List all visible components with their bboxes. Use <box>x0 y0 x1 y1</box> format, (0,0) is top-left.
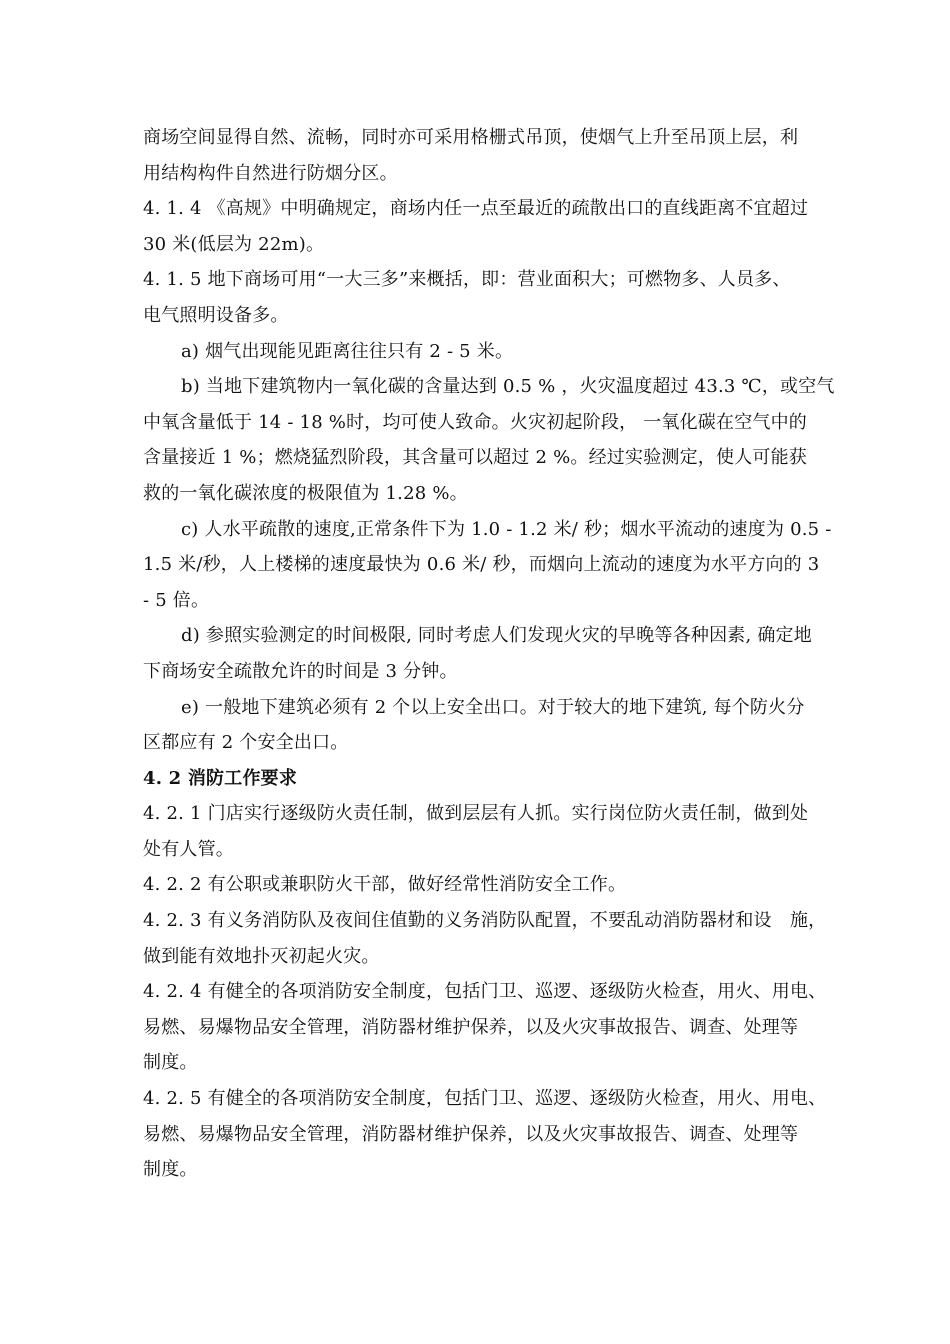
document-body <box>143 120 843 1188</box>
text-line: 商场空间显得自然、流畅，同时亦可采用格栅式吊顶，使烟气上升至吊顶上层，利 <box>143 127 799 148</box>
text-line: 1.5 米/秒，人上楼梯的速度最快为 0.6 米/ 秒，而烟向上流动的速度为水平方向的 3 <box>143 554 820 576</box>
text-line: 电气照明设备多。 <box>143 304 289 326</box>
text-line: 30 米(低层为 22m)。 <box>143 233 325 255</box>
text-line: 易燃、易爆物品安全管理，消防器材维护保养，以及火灾事故报告、调查、处理等 <box>143 1016 799 1038</box>
text-line: 4. 2. 4 有健全的各项消防安全制度，包括门卫、巡逻、逐级防火检查，用火、用电、 <box>143 981 827 1003</box>
text-line: 救的一氧化碳浓度的极限值为 1.28 %。 <box>143 482 468 504</box>
text-line: 4. 2. 2 有公职或兼职防火干部，做好经常性消防安全工作。 <box>143 874 627 896</box>
text-line: 处有人管。 <box>143 838 234 860</box>
text-line: 4. 2. 5 有健全的各项消防安全制度，包括门卫、巡逻、逐级防火检查，用火、用电、 <box>143 1088 827 1110</box>
text-line: 含量接近 1 %；燃烧猛烈阶段，其含量可以超过 2 %。经过实验测定，使人可能获 <box>143 447 807 469</box>
text-line: b) 当地下建筑物内一氧化碳的含量达到 0.5 % ，火灾温度超过 43.3 ℃，或空气 <box>181 376 835 398</box>
text-line: 4. 2. 3 有义务消防队及夜间住值勤的义务消防队配置，不要乱动消防器材和设 施， <box>143 910 827 932</box>
text-line: - 5 倍。 <box>143 589 210 611</box>
section-heading: 4. 2 消防工作要求 <box>143 767 298 789</box>
text-line: c) 人水平疏散的速度,正常条件下为 1.0 - 1.2 米/ 秒；烟水平流动的速度为 0.5 - <box>181 518 832 540</box>
text-line: 制度。 <box>143 1159 198 1181</box>
text-line: e) 一般地下建筑必须有 2 个以上安全出口。对于较大的地下建筑, 每个防火分 <box>181 696 805 718</box>
text-line: 做到能有效地扑灭初起火灾。 <box>143 945 380 967</box>
text-line: 4. 1. 5 地下商场可用“一大三多”来概括，即：营业面积大；可燃物多、人员多、 <box>143 269 791 291</box>
text-line: d) 参照实验测定的时间极限, 同时考虑人们发现火灾的早晚等各种因素, 确定地 <box>181 625 812 647</box>
text-line: 4. 1. 4 《高规》中明确规定，商场内任一点至最近的疏散出口的直线距离不宜超过 <box>143 198 809 220</box>
text-line: 易燃、易爆物品安全管理，消防器材维护保养，以及火灾事故报告、调查、处理等 <box>143 1123 799 1145</box>
text-line: 4. 2. 1 门店实行逐级防火责任制，做到层层有人抓。实行岗位防火责任制，做到处 <box>143 803 809 825</box>
text-line: 用结构构件自然进行防烟分区。 <box>143 162 398 184</box>
text-line: 区都应有 2 个安全出口。 <box>143 732 349 754</box>
text-line: 制度。 <box>143 1052 198 1074</box>
text-line: a) 烟气出现能见距离往往只有 2 - 5 米。 <box>181 340 514 362</box>
text-line: 下商场安全疏散允许的时间是 3 分钟。 <box>143 660 458 682</box>
text-line: 中氧含量低于 14 - 18 %时，均可使人致命。火灾初起阶段， 一氧化碳在空气中的 <box>143 411 807 433</box>
